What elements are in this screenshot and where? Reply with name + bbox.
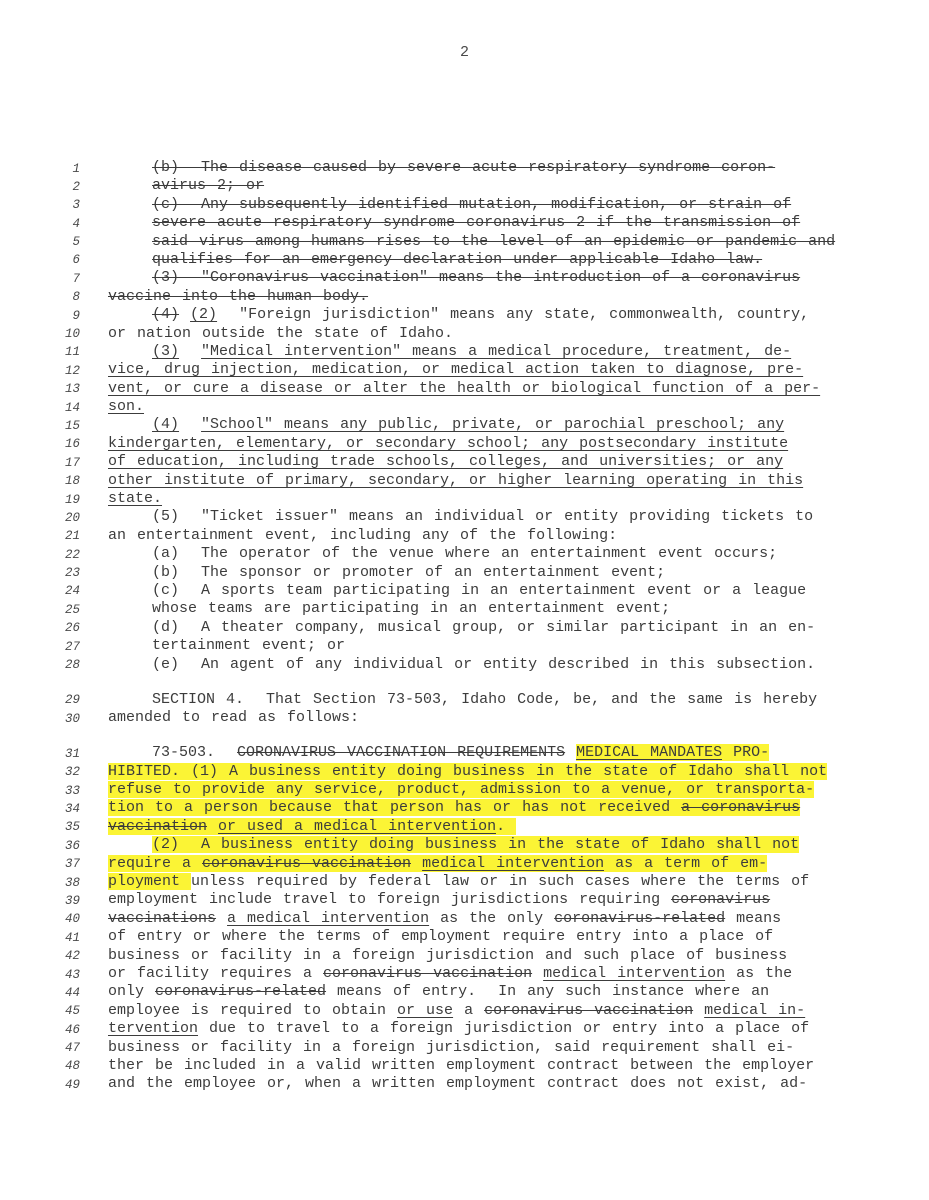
document-line	[0, 983, 929, 1001]
line-text	[108, 1057, 929, 1075]
line-text	[108, 545, 929, 563]
text-segment: SECTION 4. That Section 73-503, Idaho Code, be, and the same is hereby	[152, 690, 818, 708]
line-number: 25	[64, 602, 80, 617]
line-number: 10	[64, 327, 80, 342]
text-segment	[108, 836, 152, 853]
document-line	[0, 965, 929, 983]
document-line	[0, 325, 929, 343]
line-text	[108, 361, 929, 379]
text-segment	[108, 159, 152, 176]
line-text	[108, 490, 929, 508]
line-text	[108, 214, 929, 232]
line-number: 16	[64, 437, 80, 452]
line-text	[108, 928, 929, 946]
text-segment: (3)	[152, 342, 180, 360]
document-line	[0, 159, 929, 177]
line-number: 38	[64, 875, 80, 890]
text-segment: (a) The operator of the venue where an entertainment event occurs;	[152, 545, 778, 563]
document-line	[0, 910, 929, 928]
line-number: 19	[64, 492, 80, 507]
line-number: 46	[64, 1022, 80, 1037]
document-line	[0, 380, 929, 398]
text-segment: business or facility in a foreign jurisdiction, said requirement shall ei-	[108, 1038, 795, 1056]
line-text	[108, 398, 929, 416]
line-text	[108, 983, 929, 1001]
document-line	[0, 435, 929, 453]
line-number: 8	[72, 290, 80, 305]
line-number: 3	[72, 198, 80, 213]
text-segment	[108, 545, 152, 562]
text-segment: medical intervention	[422, 854, 605, 872]
text-segment: (e) An agent of any individual or entity described in this subsection.	[152, 655, 816, 673]
document-line	[0, 416, 929, 434]
text-segment: other institute of primary, secondary, or higher learning operating in this	[108, 471, 804, 489]
line-number: 47	[64, 1041, 80, 1056]
line-number: 48	[64, 1059, 80, 1074]
line-text	[108, 288, 929, 306]
document-line	[0, 545, 929, 563]
document-line	[0, 818, 929, 836]
text-segment: coronavirus	[671, 891, 771, 909]
text-segment: only	[108, 983, 156, 1001]
line-number: 20	[64, 510, 80, 525]
text-segment	[411, 855, 422, 872]
document-line	[0, 398, 929, 416]
text-segment: state.	[108, 490, 163, 508]
line-number: 22	[64, 547, 80, 562]
document-line	[0, 527, 929, 545]
text-segment: means	[725, 909, 782, 927]
line-number: 4	[72, 216, 80, 231]
line-text	[108, 891, 929, 909]
text-segment: as the	[725, 965, 793, 982]
text-segment: or use	[397, 1001, 454, 1019]
text-segment: employee is required to obtain	[108, 1001, 398, 1019]
line-text	[108, 196, 929, 214]
text-segment: vice, drug injection, medication, or medical action taken to diagnose, pre-	[108, 361, 804, 379]
line-text	[108, 1075, 929, 1093]
document-line	[0, 453, 929, 471]
line-text	[108, 343, 929, 361]
text-segment	[108, 416, 152, 433]
text-segment: avirus 2; or	[152, 177, 265, 195]
line-number: 44	[64, 985, 80, 1000]
text-segment: (3) "Coronavirus vaccination" means the introduction of a coronavirus	[152, 269, 801, 287]
text-segment: coronavirus-related	[554, 909, 726, 927]
text-segment: (b) The sponsor or promoter of an entertainment event;	[152, 563, 666, 581]
line-number: 17	[64, 455, 80, 470]
text-segment: medical intervention	[543, 965, 726, 982]
document-line	[0, 1002, 929, 1020]
line-number: 26	[64, 621, 80, 636]
section-gap	[0, 728, 929, 745]
text-segment: tion to a person because that person has or has not received	[108, 799, 682, 817]
line-number: 41	[64, 930, 80, 945]
text-segment: HIBITED. (1) A business entity doing business in the state of Idaho shall not	[108, 762, 828, 780]
text-segment	[179, 306, 190, 323]
text-segment	[108, 196, 152, 213]
text-segment: business or facility in a foreign jurisdiction and such place of business	[108, 946, 788, 964]
text-segment	[108, 251, 152, 268]
line-text	[108, 691, 929, 709]
line-text	[108, 836, 929, 854]
document-line	[0, 928, 929, 946]
line-text	[108, 582, 929, 600]
line-text	[108, 1020, 929, 1038]
line-number: 40	[64, 912, 80, 927]
line-text	[108, 325, 929, 343]
document-line	[0, 177, 929, 195]
text-segment: (2)	[190, 306, 218, 324]
document-line	[0, 836, 929, 854]
line-number: 2	[72, 179, 80, 194]
line-text	[108, 965, 929, 983]
text-segment: said virus among humans rises to the level of an epidemic or pandemic and	[152, 232, 836, 250]
text-segment: "School" means any public, private, or parochial preschool; any	[201, 416, 785, 434]
line-text	[108, 306, 929, 324]
text-segment	[179, 343, 201, 360]
text-segment	[108, 177, 152, 194]
line-number: 1	[72, 161, 80, 176]
document-line	[0, 637, 929, 655]
document-line	[0, 744, 929, 762]
line-number: 35	[64, 820, 80, 835]
text-segment: medical in-	[704, 1001, 806, 1019]
text-segment: (d) A theater company, musical group, or similar participant in an en-	[152, 618, 816, 636]
text-segment: require a	[108, 854, 203, 872]
text-segment: as a term of em-	[604, 854, 768, 872]
text-segment	[108, 343, 152, 360]
document-line	[0, 656, 929, 674]
document-line	[0, 873, 929, 891]
line-number: 33	[64, 783, 80, 798]
line-number: 9	[72, 308, 80, 323]
line-text	[108, 781, 929, 799]
line-number: 37	[64, 857, 80, 872]
text-segment: (4)	[152, 416, 180, 434]
document-line	[0, 490, 929, 508]
document-line	[0, 600, 929, 618]
text-segment: kindergarten, elementary, or secondary school; any postsecondary institute	[108, 434, 789, 452]
document-line	[0, 196, 929, 214]
text-segment: ther be included in a valid written employment contract between the employer	[108, 1056, 815, 1074]
text-segment	[108, 564, 152, 581]
document-line	[0, 855, 929, 873]
text-segment	[108, 306, 152, 323]
text-segment: "Medical intervention" means a medical procedure, treatment, de-	[201, 342, 792, 360]
text-segment: and the employee or, when a written employment contract does not exist, ad-	[108, 1075, 808, 1093]
page-number: 2	[459, 44, 469, 61]
document-line	[0, 781, 929, 799]
text-segment: tervention	[108, 1020, 199, 1038]
text-segment: ployment	[108, 873, 192, 891]
line-number: 13	[64, 382, 80, 397]
text-segment: a	[453, 1001, 485, 1019]
document-line	[0, 799, 929, 817]
line-number: 15	[64, 418, 80, 433]
line-text	[108, 763, 929, 781]
text-segment	[108, 269, 152, 286]
text-segment: son.	[108, 398, 145, 416]
text-segment: vaccination	[108, 817, 208, 835]
text-segment: vent, or cure a disease or alter the health or biological function of a per-	[108, 379, 821, 397]
text-segment: coronavirus vaccination	[484, 1001, 694, 1019]
line-text	[108, 472, 929, 490]
text-segment: due to travel to a foreign jurisdiction or entry into a place of	[198, 1020, 810, 1038]
line-number: 39	[64, 893, 80, 908]
text-segment: amended to read as follows:	[108, 709, 360, 727]
text-segment: refuse to provide any service, product, admission to a venue, or transporta-	[108, 781, 815, 799]
line-text	[108, 600, 929, 618]
text-segment	[108, 637, 152, 654]
line-number: 21	[64, 529, 80, 544]
text-segment: CORONAVIRUS VACCINATION REQUIREMENTS	[237, 744, 566, 762]
line-text	[108, 233, 929, 251]
document-line	[0, 251, 929, 269]
line-text	[108, 656, 929, 674]
text-segment: vaccinations	[108, 909, 217, 927]
line-number: 5	[72, 235, 80, 250]
text-segment: .	[496, 817, 517, 835]
document-line	[0, 891, 929, 909]
text-segment: a medical intervention	[227, 909, 430, 927]
line-number: 30	[64, 711, 80, 726]
line-number: 24	[64, 584, 80, 599]
line-text	[108, 508, 929, 526]
line-text	[108, 637, 929, 655]
line-number: 42	[64, 949, 80, 964]
document-line	[0, 214, 929, 232]
line-text	[108, 855, 929, 873]
line-number: 6	[72, 253, 80, 268]
text-segment: or nation outside the state of Idaho.	[108, 324, 454, 342]
text-segment: unless required by federal law or in such cases where the terms of	[191, 873, 810, 891]
text-segment: as the only	[429, 909, 555, 927]
bill-text-body	[0, 159, 929, 1094]
text-segment	[565, 744, 576, 761]
document-line	[0, 508, 929, 526]
text-segment	[108, 508, 152, 525]
line-text	[108, 910, 929, 928]
document-line	[0, 233, 929, 251]
text-segment: MEDICAL MANDATES	[576, 744, 723, 762]
line-number: 28	[64, 658, 80, 673]
document-line	[0, 709, 929, 727]
line-number: 23	[64, 566, 80, 581]
line-number: 45	[64, 1004, 80, 1019]
line-number: 43	[64, 967, 80, 982]
line-number: 49	[64, 1077, 80, 1092]
text-segment: coronavirus-related	[155, 983, 327, 1001]
line-text	[108, 564, 929, 582]
document-line	[0, 1020, 929, 1038]
document-line	[0, 763, 929, 781]
document-line	[0, 361, 929, 379]
text-segment: coronavirus vaccination	[202, 854, 412, 872]
text-segment	[108, 214, 152, 231]
text-segment: qualifies for an emergency declaration under applicable Idaho law.	[152, 250, 763, 268]
line-text	[108, 269, 929, 287]
line-text	[108, 1002, 929, 1020]
line-number: 11	[64, 345, 80, 360]
text-segment: (4)	[152, 306, 180, 324]
line-text	[108, 709, 929, 727]
document-line	[0, 306, 929, 324]
document-line	[0, 947, 929, 965]
text-segment: coronavirus vaccination	[323, 965, 533, 982]
text-segment: or facility requires a	[108, 965, 324, 982]
line-number: 31	[64, 746, 80, 761]
text-segment: of entry or where the terms of employment require entry into a place of	[108, 928, 774, 946]
line-number: 7	[72, 271, 80, 286]
text-segment	[108, 582, 152, 599]
line-number: 36	[64, 838, 80, 853]
line-text	[108, 619, 929, 637]
text-segment: or used a medical intervention	[218, 817, 497, 835]
line-text	[108, 873, 929, 891]
text-segment: means of entry. In any such instance where an	[326, 983, 770, 1001]
text-segment: PRO-	[722, 744, 770, 762]
line-text	[108, 251, 929, 269]
text-segment	[108, 233, 152, 250]
document-line	[0, 691, 929, 709]
line-text	[108, 453, 929, 471]
text-segment: (c) Any subsequently identified mutation, modification, or strain of	[152, 195, 792, 213]
line-number: 32	[64, 765, 80, 780]
line-text	[108, 380, 929, 398]
text-segment: an entertainment event, including any of the following:	[108, 526, 618, 544]
section-gap	[0, 674, 929, 691]
document-line	[0, 619, 929, 637]
text-segment: employment include travel to foreign jurisdictions requiring	[108, 891, 672, 909]
text-segment: (c) A sports team participating in an entertainment event or a league	[152, 581, 807, 599]
document-line	[0, 472, 929, 490]
document-line	[0, 343, 929, 361]
line-number: 18	[64, 474, 80, 489]
document-line	[0, 582, 929, 600]
line-text	[108, 435, 929, 453]
text-segment	[108, 600, 152, 617]
text-segment: severe acute respiratory syndrome coronavirus 2 if the transmission of	[152, 214, 801, 232]
text-segment: tertainment event; or	[152, 637, 346, 655]
line-text	[108, 818, 929, 836]
text-segment: 73-503.	[108, 744, 238, 762]
line-text	[108, 527, 929, 545]
document-line	[0, 1057, 929, 1075]
document-line	[0, 1039, 929, 1057]
text-segment	[108, 656, 152, 673]
text-segment: a coronavirus	[681, 799, 801, 817]
text-segment	[532, 965, 543, 982]
line-number: 27	[64, 639, 80, 654]
text-segment: (2) A business entity doing business in the state of Idaho shall not	[152, 836, 800, 854]
line-text	[108, 159, 929, 177]
line-text	[108, 744, 929, 762]
document-line	[0, 1075, 929, 1093]
text-segment: whose teams are participating in an entertainment event;	[152, 600, 671, 618]
text-segment: (5) "Ticket issuer" means an individual or entity providing tickets to	[152, 508, 814, 526]
text-segment	[216, 910, 227, 927]
document-line	[0, 564, 929, 582]
line-number: 29	[64, 693, 80, 708]
text-segment: of education, including trade schools, colleges, and universities; or any	[108, 453, 784, 471]
text-segment	[693, 1002, 704, 1019]
text-segment: vaccine into the human body.	[108, 287, 369, 305]
document-line	[0, 288, 929, 306]
line-number: 14	[64, 400, 80, 415]
line-text	[108, 1039, 929, 1057]
text-segment: (b) The disease caused by severe acute respiratory syndrome coron-	[152, 159, 776, 176]
text-segment	[179, 416, 201, 433]
line-number: 12	[64, 363, 80, 378]
line-text	[108, 947, 929, 965]
line-text	[108, 177, 929, 195]
text-segment: "Foreign jurisdiction" means any state, commonwealth, country,	[217, 306, 810, 324]
text-segment	[108, 619, 152, 636]
line-text	[108, 799, 929, 817]
line-text	[108, 416, 929, 434]
document-line	[0, 269, 929, 287]
text-segment	[207, 818, 218, 835]
line-number: 34	[64, 801, 80, 816]
text-segment	[108, 691, 152, 708]
